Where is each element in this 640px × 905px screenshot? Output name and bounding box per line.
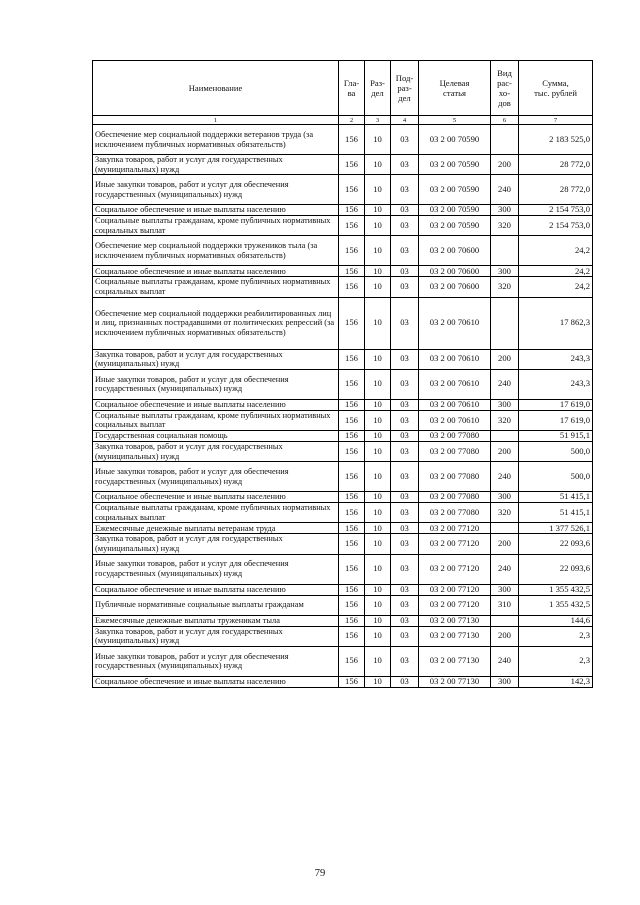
row-podrazdel: 03 bbox=[391, 349, 419, 369]
row-name: Ежемесячные денежные выплаты ветеранам труда bbox=[93, 523, 339, 534]
row-name: Иные закупки товаров, работ и услуг для обеспечения государственных (муниципальных) нужд bbox=[93, 462, 339, 492]
row-name: Закупка товаров, работ и услуг для государственных (муниципальных) нужд bbox=[93, 534, 339, 554]
row-podrazdel: 03 bbox=[391, 125, 419, 155]
row-name: Социальные выплаты гражданам, кроме публичных нормативных социальных выплат bbox=[93, 216, 339, 236]
row-name: Закупка товаров, работ и услуг для государственных (муниципальных) нужд bbox=[93, 349, 339, 369]
row-target-article: 03 2 00 70610 bbox=[419, 297, 491, 349]
row-razdel: 10 bbox=[365, 626, 391, 646]
row-razdel: 10 bbox=[365, 615, 391, 626]
row-podrazdel: 03 bbox=[391, 369, 419, 399]
header-vid: Вид рас- хо- дов bbox=[491, 61, 519, 116]
row-expense-type: 240 bbox=[491, 462, 519, 492]
row-razdel: 10 bbox=[365, 236, 391, 266]
row-glava: 156 bbox=[339, 676, 365, 687]
row-podrazdel: 03 bbox=[391, 626, 419, 646]
row-expense-type bbox=[491, 523, 519, 534]
row-sum: 2,3 bbox=[519, 646, 593, 676]
row-sum: 24,2 bbox=[519, 266, 593, 277]
row-target-article: 03 2 00 70600 bbox=[419, 266, 491, 277]
row-razdel: 10 bbox=[365, 349, 391, 369]
row-expense-type: 240 bbox=[491, 175, 519, 205]
row-glava: 156 bbox=[339, 399, 365, 410]
row-expense-type: 240 bbox=[491, 369, 519, 399]
column-number: 3 bbox=[365, 116, 391, 125]
row-podrazdel: 03 bbox=[391, 297, 419, 349]
row-glava: 156 bbox=[339, 175, 365, 205]
row-expense-type: 200 bbox=[491, 155, 519, 175]
row-name: Социальные выплаты гражданам, кроме публичных нормативных социальных выплат bbox=[93, 277, 339, 297]
row-razdel: 10 bbox=[365, 503, 391, 523]
row-glava: 156 bbox=[339, 584, 365, 595]
row-glava: 156 bbox=[339, 236, 365, 266]
row-podrazdel: 03 bbox=[391, 216, 419, 236]
row-sum: 17 619,0 bbox=[519, 410, 593, 430]
row-sum: 17 862,3 bbox=[519, 297, 593, 349]
row-podrazdel: 03 bbox=[391, 266, 419, 277]
row-razdel: 10 bbox=[365, 297, 391, 349]
table-row bbox=[93, 462, 593, 492]
row-glava: 156 bbox=[339, 410, 365, 430]
row-name: Публичные нормативные социальные выплаты гражданам bbox=[93, 595, 339, 615]
row-sum: 22 093,6 bbox=[519, 534, 593, 554]
row-name: Социальные выплаты гражданам, кроме публичных нормативных социальных выплат bbox=[93, 503, 339, 523]
row-glava: 156 bbox=[339, 266, 365, 277]
row-glava: 156 bbox=[339, 430, 365, 441]
row-glava: 156 bbox=[339, 595, 365, 615]
row-podrazdel: 03 bbox=[391, 462, 419, 492]
row-target-article: 03 2 00 70610 bbox=[419, 410, 491, 430]
row-podrazdel: 03 bbox=[391, 676, 419, 687]
row-razdel: 10 bbox=[365, 125, 391, 155]
row-razdel: 10 bbox=[365, 410, 391, 430]
row-sum: 17 619,0 bbox=[519, 399, 593, 410]
row-podrazdel: 03 bbox=[391, 399, 419, 410]
row-razdel: 10 bbox=[365, 595, 391, 615]
header-row bbox=[93, 61, 593, 116]
row-name: Обеспечение мер социальной поддержки тружеников тыла (за исключением публичных нормативных обязательств) bbox=[93, 236, 339, 266]
row-sum: 24,2 bbox=[519, 277, 593, 297]
row-sum: 243,3 bbox=[519, 349, 593, 369]
table-row bbox=[93, 584, 593, 595]
row-razdel: 10 bbox=[365, 277, 391, 297]
row-sum: 51 915,1 bbox=[519, 430, 593, 441]
row-target-article: 03 2 00 70610 bbox=[419, 369, 491, 399]
row-razdel: 10 bbox=[365, 441, 391, 461]
table-row bbox=[93, 523, 593, 534]
row-glava: 156 bbox=[339, 534, 365, 554]
row-target-article: 03 2 00 77080 bbox=[419, 462, 491, 492]
row-glava: 156 bbox=[339, 369, 365, 399]
row-name: Социальное обеспечение и иные выплаты населению bbox=[93, 584, 339, 595]
row-razdel: 10 bbox=[365, 584, 391, 595]
row-target-article: 03 2 00 70610 bbox=[419, 399, 491, 410]
row-target-article: 03 2 00 77080 bbox=[419, 503, 491, 523]
row-podrazdel: 03 bbox=[391, 595, 419, 615]
table-row bbox=[93, 410, 593, 430]
row-name: Обеспечение мер социальной поддержки реабилитированных лиц и лиц, признанных пострадавшими от политических репрессий (за исключением публичных нормативных обязательств) bbox=[93, 297, 339, 349]
row-sum: 2,3 bbox=[519, 626, 593, 646]
column-number: 1 bbox=[93, 116, 339, 125]
row-target-article: 03 2 00 77130 bbox=[419, 615, 491, 626]
row-sum: 28 772,0 bbox=[519, 155, 593, 175]
row-expense-type bbox=[491, 297, 519, 349]
row-expense-type: 240 bbox=[491, 646, 519, 676]
column-numbers-row bbox=[93, 116, 593, 125]
row-glava: 156 bbox=[339, 349, 365, 369]
row-glava: 156 bbox=[339, 523, 365, 534]
table-row bbox=[93, 534, 593, 554]
row-sum: 1 377 526,1 bbox=[519, 523, 593, 534]
row-glava: 156 bbox=[339, 155, 365, 175]
row-glava: 156 bbox=[339, 554, 365, 584]
row-expense-type: 300 bbox=[491, 492, 519, 503]
row-sum: 144,6 bbox=[519, 615, 593, 626]
row-sum: 2 183 525,0 bbox=[519, 125, 593, 155]
row-sum: 51 415,1 bbox=[519, 503, 593, 523]
row-glava: 156 bbox=[339, 277, 365, 297]
row-razdel: 10 bbox=[365, 676, 391, 687]
row-razdel: 10 bbox=[365, 399, 391, 410]
row-podrazdel: 03 bbox=[391, 646, 419, 676]
row-name: Государственная социальная помощь bbox=[93, 430, 339, 441]
row-sum: 500,0 bbox=[519, 441, 593, 461]
row-podrazdel: 03 bbox=[391, 534, 419, 554]
row-podrazdel: 03 bbox=[391, 410, 419, 430]
row-sum: 1 355 432,5 bbox=[519, 584, 593, 595]
header-name: Наименование bbox=[93, 61, 339, 116]
column-number: 5 bbox=[419, 116, 491, 125]
table-row bbox=[93, 595, 593, 615]
row-target-article: 03 2 00 70600 bbox=[419, 277, 491, 297]
row-razdel: 10 bbox=[365, 266, 391, 277]
table-row bbox=[93, 125, 593, 155]
table-row bbox=[93, 441, 593, 461]
row-name: Иные закупки товаров, работ и услуг для обеспечения государственных (муниципальных) нужд bbox=[93, 646, 339, 676]
row-target-article: 03 2 00 70590 bbox=[419, 155, 491, 175]
row-glava: 156 bbox=[339, 297, 365, 349]
table-row bbox=[93, 205, 593, 216]
row-expense-type: 300 bbox=[491, 266, 519, 277]
row-glava: 156 bbox=[339, 503, 365, 523]
header-glava: Гла- ва bbox=[339, 61, 365, 116]
row-sum: 51 415,1 bbox=[519, 492, 593, 503]
row-podrazdel: 03 bbox=[391, 503, 419, 523]
row-expense-type: 200 bbox=[491, 349, 519, 369]
row-razdel: 10 bbox=[365, 175, 391, 205]
row-podrazdel: 03 bbox=[391, 277, 419, 297]
row-razdel: 10 bbox=[365, 369, 391, 399]
row-glava: 156 bbox=[339, 615, 365, 626]
row-name: Социальное обеспечение и иные выплаты населению bbox=[93, 266, 339, 277]
row-razdel: 10 bbox=[365, 646, 391, 676]
row-razdel: 10 bbox=[365, 523, 391, 534]
table-row bbox=[93, 554, 593, 584]
row-podrazdel: 03 bbox=[391, 236, 419, 266]
table-row bbox=[93, 349, 593, 369]
table-row bbox=[93, 277, 593, 297]
column-number: 6 bbox=[491, 116, 519, 125]
row-podrazdel: 03 bbox=[391, 155, 419, 175]
row-razdel: 10 bbox=[365, 430, 391, 441]
budget-table bbox=[92, 60, 593, 688]
row-expense-type: 320 bbox=[491, 503, 519, 523]
column-number: 2 bbox=[339, 116, 365, 125]
row-podrazdel: 03 bbox=[391, 430, 419, 441]
table-row bbox=[93, 236, 593, 266]
row-podrazdel: 03 bbox=[391, 584, 419, 595]
table-row bbox=[93, 676, 593, 687]
row-sum: 22 093,6 bbox=[519, 554, 593, 584]
row-glava: 156 bbox=[339, 441, 365, 461]
row-target-article: 03 2 00 77130 bbox=[419, 676, 491, 687]
row-name: Социальное обеспечение и иные выплаты населению bbox=[93, 676, 339, 687]
row-expense-type: 320 bbox=[491, 277, 519, 297]
row-glava: 156 bbox=[339, 646, 365, 676]
table-row bbox=[93, 155, 593, 175]
header-podrazdel: Под- раз- дел bbox=[391, 61, 419, 116]
row-expense-type: 320 bbox=[491, 216, 519, 236]
row-target-article: 03 2 00 77120 bbox=[419, 584, 491, 595]
row-expense-type: 300 bbox=[491, 584, 519, 595]
row-razdel: 10 bbox=[365, 216, 391, 236]
row-name: Закупка товаров, работ и услуг для государственных (муниципальных) нужд bbox=[93, 441, 339, 461]
row-sum: 2 154 753,0 bbox=[519, 205, 593, 216]
row-expense-type: 300 bbox=[491, 399, 519, 410]
row-razdel: 10 bbox=[365, 155, 391, 175]
table-row bbox=[93, 615, 593, 626]
row-expense-type: 300 bbox=[491, 676, 519, 687]
row-name: Иные закупки товаров, работ и услуг для обеспечения государственных (муниципальных) нужд bbox=[93, 369, 339, 399]
row-name: Иные закупки товаров, работ и услуг для обеспечения государственных (муниципальных) нужд bbox=[93, 175, 339, 205]
row-glava: 156 bbox=[339, 205, 365, 216]
row-name: Обеспечение мер социальной поддержки ветеранов труда (за исключением публичных нормативных обязательств) bbox=[93, 125, 339, 155]
row-name: Закупка товаров, работ и услуг для государственных (муниципальных) нужд bbox=[93, 155, 339, 175]
table-row bbox=[93, 216, 593, 236]
row-target-article: 03 2 00 77120 bbox=[419, 534, 491, 554]
row-expense-type bbox=[491, 125, 519, 155]
row-target-article: 03 2 00 77080 bbox=[419, 492, 491, 503]
row-sum: 500,0 bbox=[519, 462, 593, 492]
column-number: 4 bbox=[391, 116, 419, 125]
table-body bbox=[93, 125, 593, 688]
table-row bbox=[93, 430, 593, 441]
row-expense-type: 240 bbox=[491, 554, 519, 584]
row-target-article: 03 2 00 70590 bbox=[419, 175, 491, 205]
table-row bbox=[93, 626, 593, 646]
table-row bbox=[93, 369, 593, 399]
row-sum: 1 355 432,5 bbox=[519, 595, 593, 615]
row-podrazdel: 03 bbox=[391, 441, 419, 461]
row-glava: 156 bbox=[339, 626, 365, 646]
budget-table-container bbox=[92, 60, 592, 688]
row-podrazdel: 03 bbox=[391, 175, 419, 205]
column-number: 7 bbox=[519, 116, 593, 125]
row-razdel: 10 bbox=[365, 492, 391, 503]
row-expense-type: 200 bbox=[491, 534, 519, 554]
row-razdel: 10 bbox=[365, 554, 391, 584]
row-expense-type bbox=[491, 430, 519, 441]
row-podrazdel: 03 bbox=[391, 205, 419, 216]
row-name: Закупка товаров, работ и услуг для государственных (муниципальных) нужд bbox=[93, 626, 339, 646]
row-razdel: 10 bbox=[365, 534, 391, 554]
row-expense-type: 300 bbox=[491, 205, 519, 216]
row-target-article: 03 2 00 77120 bbox=[419, 554, 491, 584]
row-target-article: 03 2 00 77120 bbox=[419, 523, 491, 534]
row-target-article: 03 2 00 70600 bbox=[419, 236, 491, 266]
row-glava: 156 bbox=[339, 216, 365, 236]
row-target-article: 03 2 00 70610 bbox=[419, 349, 491, 369]
row-expense-type: 320 bbox=[491, 410, 519, 430]
row-podrazdel: 03 bbox=[391, 492, 419, 503]
row-name: Социальное обеспечение и иные выплаты населению bbox=[93, 205, 339, 216]
row-glava: 156 bbox=[339, 492, 365, 503]
table-row bbox=[93, 503, 593, 523]
row-target-article: 03 2 00 77080 bbox=[419, 441, 491, 461]
row-podrazdel: 03 bbox=[391, 615, 419, 626]
row-glava: 156 bbox=[339, 125, 365, 155]
table-row bbox=[93, 266, 593, 277]
row-expense-type: 310 bbox=[491, 595, 519, 615]
row-expense-type bbox=[491, 615, 519, 626]
header-sum: Сумма, тыс. рублей bbox=[519, 61, 593, 116]
row-razdel: 10 bbox=[365, 205, 391, 216]
row-target-article: 03 2 00 77080 bbox=[419, 430, 491, 441]
row-expense-type: 200 bbox=[491, 626, 519, 646]
table-row bbox=[93, 175, 593, 205]
row-target-article: 03 2 00 70590 bbox=[419, 205, 491, 216]
row-expense-type bbox=[491, 236, 519, 266]
row-target-article: 03 2 00 70590 bbox=[419, 125, 491, 155]
row-name: Социальные выплаты гражданам, кроме публичных нормативных социальных выплат bbox=[93, 410, 339, 430]
row-name: Ежемесячные денежные выплаты труженикам тыла bbox=[93, 615, 339, 626]
page-number: 79 bbox=[314, 868, 326, 879]
row-glava: 156 bbox=[339, 462, 365, 492]
row-sum: 28 772,0 bbox=[519, 175, 593, 205]
row-name: Социальное обеспечение и иные выплаты населению bbox=[93, 492, 339, 503]
row-sum: 2 154 753,0 bbox=[519, 216, 593, 236]
table-row bbox=[93, 492, 593, 503]
row-podrazdel: 03 bbox=[391, 523, 419, 534]
row-target-article: 03 2 00 77120 bbox=[419, 595, 491, 615]
row-sum: 142,3 bbox=[519, 676, 593, 687]
row-razdel: 10 bbox=[365, 462, 391, 492]
row-name: Социальное обеспечение и иные выплаты населению bbox=[93, 399, 339, 410]
row-target-article: 03 2 00 77130 bbox=[419, 646, 491, 676]
header-razdel: Раз- дел bbox=[365, 61, 391, 116]
row-podrazdel: 03 bbox=[391, 554, 419, 584]
row-name: Иные закупки товаров, работ и услуг для обеспечения государственных (муниципальных) нужд bbox=[93, 554, 339, 584]
row-sum: 243,3 bbox=[519, 369, 593, 399]
table-row bbox=[93, 646, 593, 676]
row-sum: 24,2 bbox=[519, 236, 593, 266]
table-row bbox=[93, 399, 593, 410]
header-target: Целевая статья bbox=[419, 61, 491, 116]
row-expense-type: 200 bbox=[491, 441, 519, 461]
row-target-article: 03 2 00 70590 bbox=[419, 216, 491, 236]
row-target-article: 03 2 00 77130 bbox=[419, 626, 491, 646]
table-row bbox=[93, 297, 593, 349]
